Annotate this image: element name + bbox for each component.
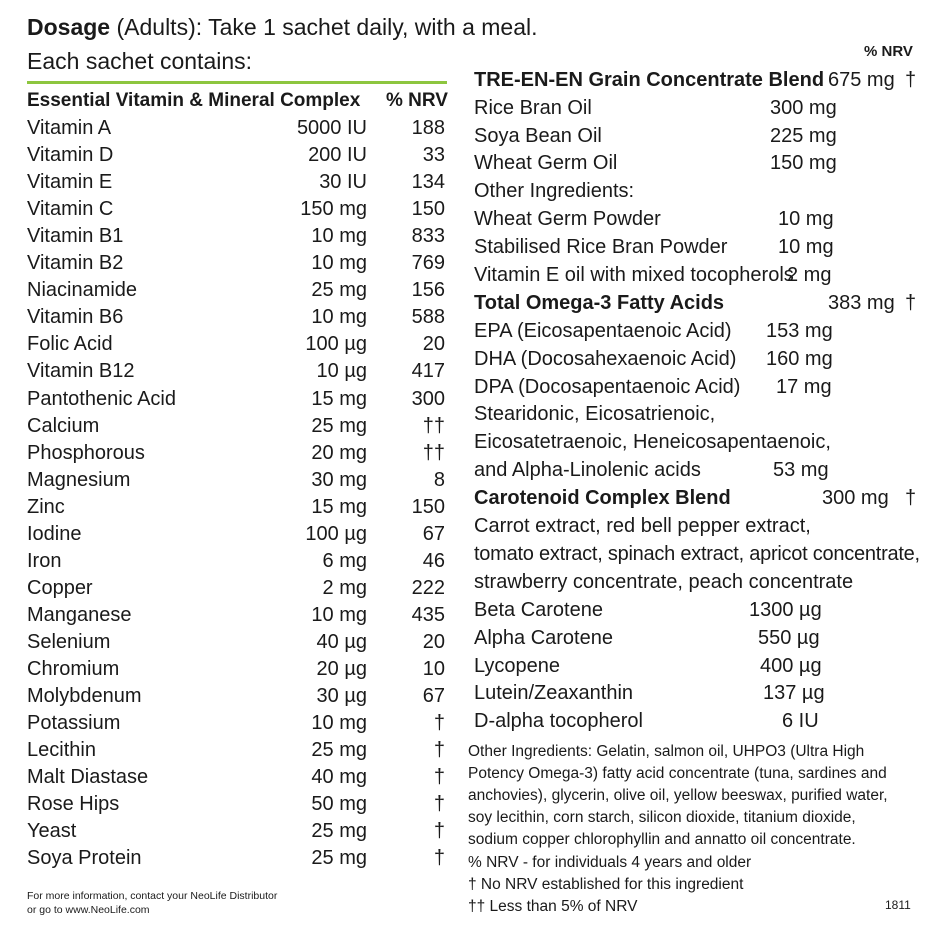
nutrient-nrv: 435 (411, 603, 445, 626)
footer-info-line1: For more information, contact your NeoLife Distributor (27, 890, 278, 902)
nutrient-name: Vitamin A (27, 117, 112, 139)
product-code: 1811 (885, 898, 911, 912)
nutrient-name: Selenium (27, 630, 111, 653)
nrv-note: †† Less than 5% of NRV (468, 898, 638, 915)
nutrient-nrv: † (433, 793, 445, 816)
nutrient-nrv: 134 (411, 171, 445, 194)
nutrient-name: Magnesium (27, 468, 131, 491)
carotenoid-item: Lycopene (474, 655, 560, 677)
carotenoid-item: Alpha Carotene (474, 627, 613, 649)
nutrient-nrv: 67 (422, 522, 445, 545)
dosage-text: (Adults): Take 1 sachet daily, with a meal. (110, 14, 538, 40)
omega3-item: DHA (Docosahexaenoic Acid) (474, 348, 737, 370)
green-divider (27, 81, 447, 84)
nrv-note: † No NRV established for this ingredient (468, 876, 744, 893)
nutrient-amount: 25 mg (311, 414, 367, 437)
treenen-item: Soya Bean Oil (474, 125, 602, 147)
nutrient-amount: 40 µg (316, 630, 367, 653)
omega3-other-line: and Alpha-Linolenic acids (474, 459, 701, 481)
nutrient-amount: 100 µg (305, 333, 367, 356)
carotenoid-desc: tomato extract, spinach extract, apricot concentrate, (474, 543, 920, 565)
treenen-title: TRE-EN-EN Grain Concentrate Blend (474, 69, 825, 91)
nutrient-name: Lecithin (27, 739, 96, 762)
nutrient-amount: 10 mg (311, 306, 367, 329)
nutrient-name: Vitamin B1 (27, 225, 124, 248)
nutrient-nrv: 10 (422, 658, 445, 680)
nutrient-row (27, 333, 447, 360)
treenen-item-amount: 300 mg (770, 97, 837, 119)
nutrient-amount: 15 mg (311, 387, 367, 410)
nutrient-name: Vitamin B6 (27, 306, 124, 329)
nutrient-row (27, 306, 447, 333)
nutrient-amount: 30 µg (316, 685, 367, 708)
vitamin-complex-title: Essential Vitamin & Mineral Complex (27, 90, 361, 111)
nutrient-amount: 10 mg (311, 603, 367, 626)
nutrient-nrv: † (433, 739, 445, 762)
nutrient-row (27, 496, 447, 523)
nutrient-nrv: † (433, 766, 445, 789)
nutrient-name: Chromium (27, 658, 120, 680)
carotenoid-desc: strawberry concentrate, peach concentrate (474, 571, 854, 593)
nutrient-amount: 30 IU (319, 171, 367, 194)
nutrient-row (27, 523, 447, 550)
nutrient-nrv: 156 (411, 279, 445, 302)
nutrient-nrv: 8 (433, 468, 445, 491)
nutrient-name: Folic Acid (27, 333, 113, 356)
nutrient-name: Calcium (27, 414, 100, 437)
nutrient-name: Rose Hips (27, 793, 120, 816)
nutrient-amount: 10 µg (316, 360, 367, 383)
nutrient-amount: 20 mg (311, 441, 367, 464)
nutrient-amount: 25 mg (311, 739, 367, 762)
nutrient-row (27, 198, 447, 225)
nutrient-nrv: 46 (422, 549, 445, 572)
nutrient-row (27, 577, 447, 604)
nutrient-name: Iron (27, 549, 62, 572)
nutrient-row (27, 252, 447, 279)
nutrient-name: Vitamin B12 (27, 360, 135, 383)
treenen-item-amount: 225 mg (770, 125, 837, 147)
nutrient-row (27, 658, 447, 685)
nutrient-amount: 100 µg (305, 522, 367, 545)
nutrient-nrv: †† (422, 441, 445, 464)
nutrient-row (27, 712, 447, 739)
nutrient-name: Vitamin D (27, 144, 114, 167)
left-nrv-header: % NRV (386, 90, 448, 111)
omega3-title: Total Omega-3 Fatty Acids (474, 292, 725, 314)
omega3-item-amount: 153 mg (766, 320, 833, 342)
omega3-other-amount: 53 mg (773, 459, 829, 481)
nutrient-amount: 2 mg (322, 576, 367, 599)
nutrient-nrv: 222 (411, 576, 445, 599)
nutrient-amount: 25 mg (311, 279, 367, 302)
omega3-other-line: Stearidonic, Eicosatrienoic, (474, 403, 716, 425)
treenen-other-amount: 10 mg (778, 236, 834, 258)
nrv-note: % NRV - for individuals 4 years and older (468, 854, 752, 871)
dosage-line (27, 14, 538, 41)
nutrient-nrv: 20 (422, 333, 445, 356)
nutrient-row (27, 631, 447, 658)
other-ingredients-line: anchovies), glycerin, olive oil, yellow beeswax, purified water, (468, 787, 888, 804)
nutrient-amount: 5000 IU (296, 117, 367, 139)
carotenoid-title: Carotenoid Complex Blend (474, 487, 731, 509)
nutrient-nrv: † (433, 847, 445, 870)
each-sachet-heading: Each sachet contains: (27, 48, 253, 74)
nutrient-name: Malt Diastase (27, 766, 149, 789)
nutrient-amount: 25 mg (311, 820, 367, 843)
carotenoid-mark: † (905, 487, 917, 509)
nutrient-name: Copper (27, 576, 93, 599)
nutrient-row (27, 144, 447, 171)
nutrient-row (27, 793, 447, 820)
carotenoid-item: Beta Carotene (474, 599, 603, 621)
right-nrv-header: % NRV (864, 43, 913, 60)
treenen-other-item: Wheat Germ Powder (474, 208, 661, 230)
carotenoid-item: Lutein/Zeaxanthin (474, 682, 634, 704)
nutrient-amount: 6 mg (322, 549, 367, 572)
omega3-item-amount: 160 mg (766, 348, 833, 370)
nutrient-amount: 10 mg (311, 252, 367, 275)
nutrient-row (27, 279, 447, 306)
footer-info-line2: or go to www.NeoLife.com (27, 904, 150, 916)
nutrient-nrv: 588 (411, 306, 445, 329)
nutrient-nrv: 150 (411, 495, 445, 518)
nutrient-amount: 150 mg (300, 198, 367, 221)
nutrient-name: Yeast (27, 820, 77, 843)
nutrient-amount: 40 mg (311, 766, 367, 789)
nutrient-row (27, 739, 447, 766)
other-ingredients-line: Other Ingredients: Gelatin, salmon oil, UHPO3 (Ultra High (468, 743, 865, 760)
nutrient-row (27, 442, 447, 469)
nutrient-amount: 10 mg (311, 225, 367, 248)
nutrient-nrv: 33 (422, 144, 445, 167)
carotenoid-item-amount: 1300 µg (749, 599, 822, 621)
carotenoid-item-amount: 400 µg (760, 655, 822, 677)
nutrient-amount: 25 mg (311, 847, 367, 870)
nutrient-nrv: 150 (411, 198, 445, 221)
nutrient-nrv: 300 (411, 387, 445, 410)
nutrient-amount: 10 mg (311, 712, 367, 735)
nutrient-amount: 20 µg (316, 658, 367, 680)
nutrient-row (27, 469, 447, 496)
nutrient-row (27, 171, 447, 198)
nutrient-nrv: †† (422, 414, 445, 437)
omega3-mark: † (905, 292, 917, 314)
treenen-item: Wheat Germ Oil (474, 152, 618, 174)
nutrient-name: Niacinamide (27, 279, 138, 302)
nutrient-name: Soya Protein (27, 847, 142, 870)
nutrient-row (27, 117, 447, 144)
nutrient-row (27, 847, 447, 874)
treenen-item-amount: 150 mg (770, 152, 837, 174)
nutrient-name: Vitamin C (27, 198, 114, 221)
treenen-other-label: Other Ingredients: (474, 180, 635, 202)
nutrient-amount: 50 mg (311, 793, 367, 816)
treenen-mark: † (905, 69, 917, 91)
treenen-item: Rice Bran Oil (474, 97, 592, 119)
nutrient-nrv: † (433, 820, 445, 843)
nutrient-nrv: † (433, 712, 445, 735)
nutrient-row (27, 225, 447, 252)
nutrient-name: Iodine (27, 522, 82, 545)
treenen-amount: 675 mg (828, 69, 895, 91)
nutrient-amount: 15 mg (311, 495, 367, 518)
nutrient-name: Manganese (27, 603, 132, 626)
nutrient-name: Pantothenic Acid (27, 387, 176, 410)
carotenoid-item-amount: 6 IU (782, 710, 819, 732)
treenen-other-amount: 2 mg (787, 264, 832, 286)
nutrient-amount: 30 mg (311, 468, 367, 491)
nutrient-row (27, 388, 447, 415)
nutrient-row (27, 685, 447, 712)
nutrient-nrv: 769 (411, 252, 445, 275)
nutrient-name: Phosphorous (27, 441, 145, 464)
treenen-other-amount: 10 mg (778, 208, 834, 230)
nutrient-name: Potassium (27, 712, 121, 735)
nutrient-name: Vitamin B2 (27, 252, 124, 275)
nutrient-nrv: 67 (422, 685, 445, 708)
other-ingredients-line: sodium copper chlorophyllin and annatto oil concentrate. (468, 831, 856, 848)
treenen-other-item: Vitamin E oil with mixed tocopherols (474, 264, 794, 286)
nutrient-nrv: 417 (411, 360, 445, 383)
nutrient-nrv: 833 (411, 225, 445, 248)
carotenoid-item-amount: 137 µg (763, 682, 825, 704)
omega3-item: EPA (Eicosapentaenoic Acid) (474, 320, 732, 342)
nutrient-row (27, 604, 447, 631)
omega3-item: DPA (Docosapentaenoic Acid) (474, 376, 741, 398)
nutrient-name: Molybdenum (27, 685, 142, 708)
dosage-label: Dosage (27, 14, 111, 40)
nutrient-row (27, 820, 447, 847)
nutrient-nrv: 20 (422, 630, 445, 653)
nutrient-name: Vitamin E (27, 171, 113, 194)
nutrient-nrv: 188 (411, 117, 445, 139)
nutrient-row (27, 550, 447, 577)
treenen-other-item: Stabilised Rice Bran Powder (474, 236, 728, 258)
nutrient-row (27, 415, 447, 442)
omega3-other-line: Eicosatetraenoic, Heneicosapentaenoic, (474, 431, 831, 453)
carotenoid-item-amount: 550 µg (758, 627, 820, 649)
omega3-amount: 383 mg (828, 292, 895, 314)
nutrient-row (27, 360, 447, 387)
nutrient-row (27, 766, 447, 793)
omega3-item-amount: 17 mg (776, 376, 832, 398)
other-ingredients-line: Potency Omega-3) fatty acid concentrate (tuna, sardines and (468, 765, 887, 782)
carotenoid-item: D-alpha tocopherol (474, 710, 643, 732)
nutrient-amount: 200 IU (308, 144, 367, 167)
nutrient-name: Zinc (27, 495, 65, 518)
other-ingredients-line: soy lecithin, corn starch, silicon dioxide, titanium dioxide, (468, 809, 856, 826)
carotenoid-desc: Carrot extract, red bell pepper extract, (474, 515, 811, 537)
carotenoid-amount: 300 mg (822, 487, 889, 509)
